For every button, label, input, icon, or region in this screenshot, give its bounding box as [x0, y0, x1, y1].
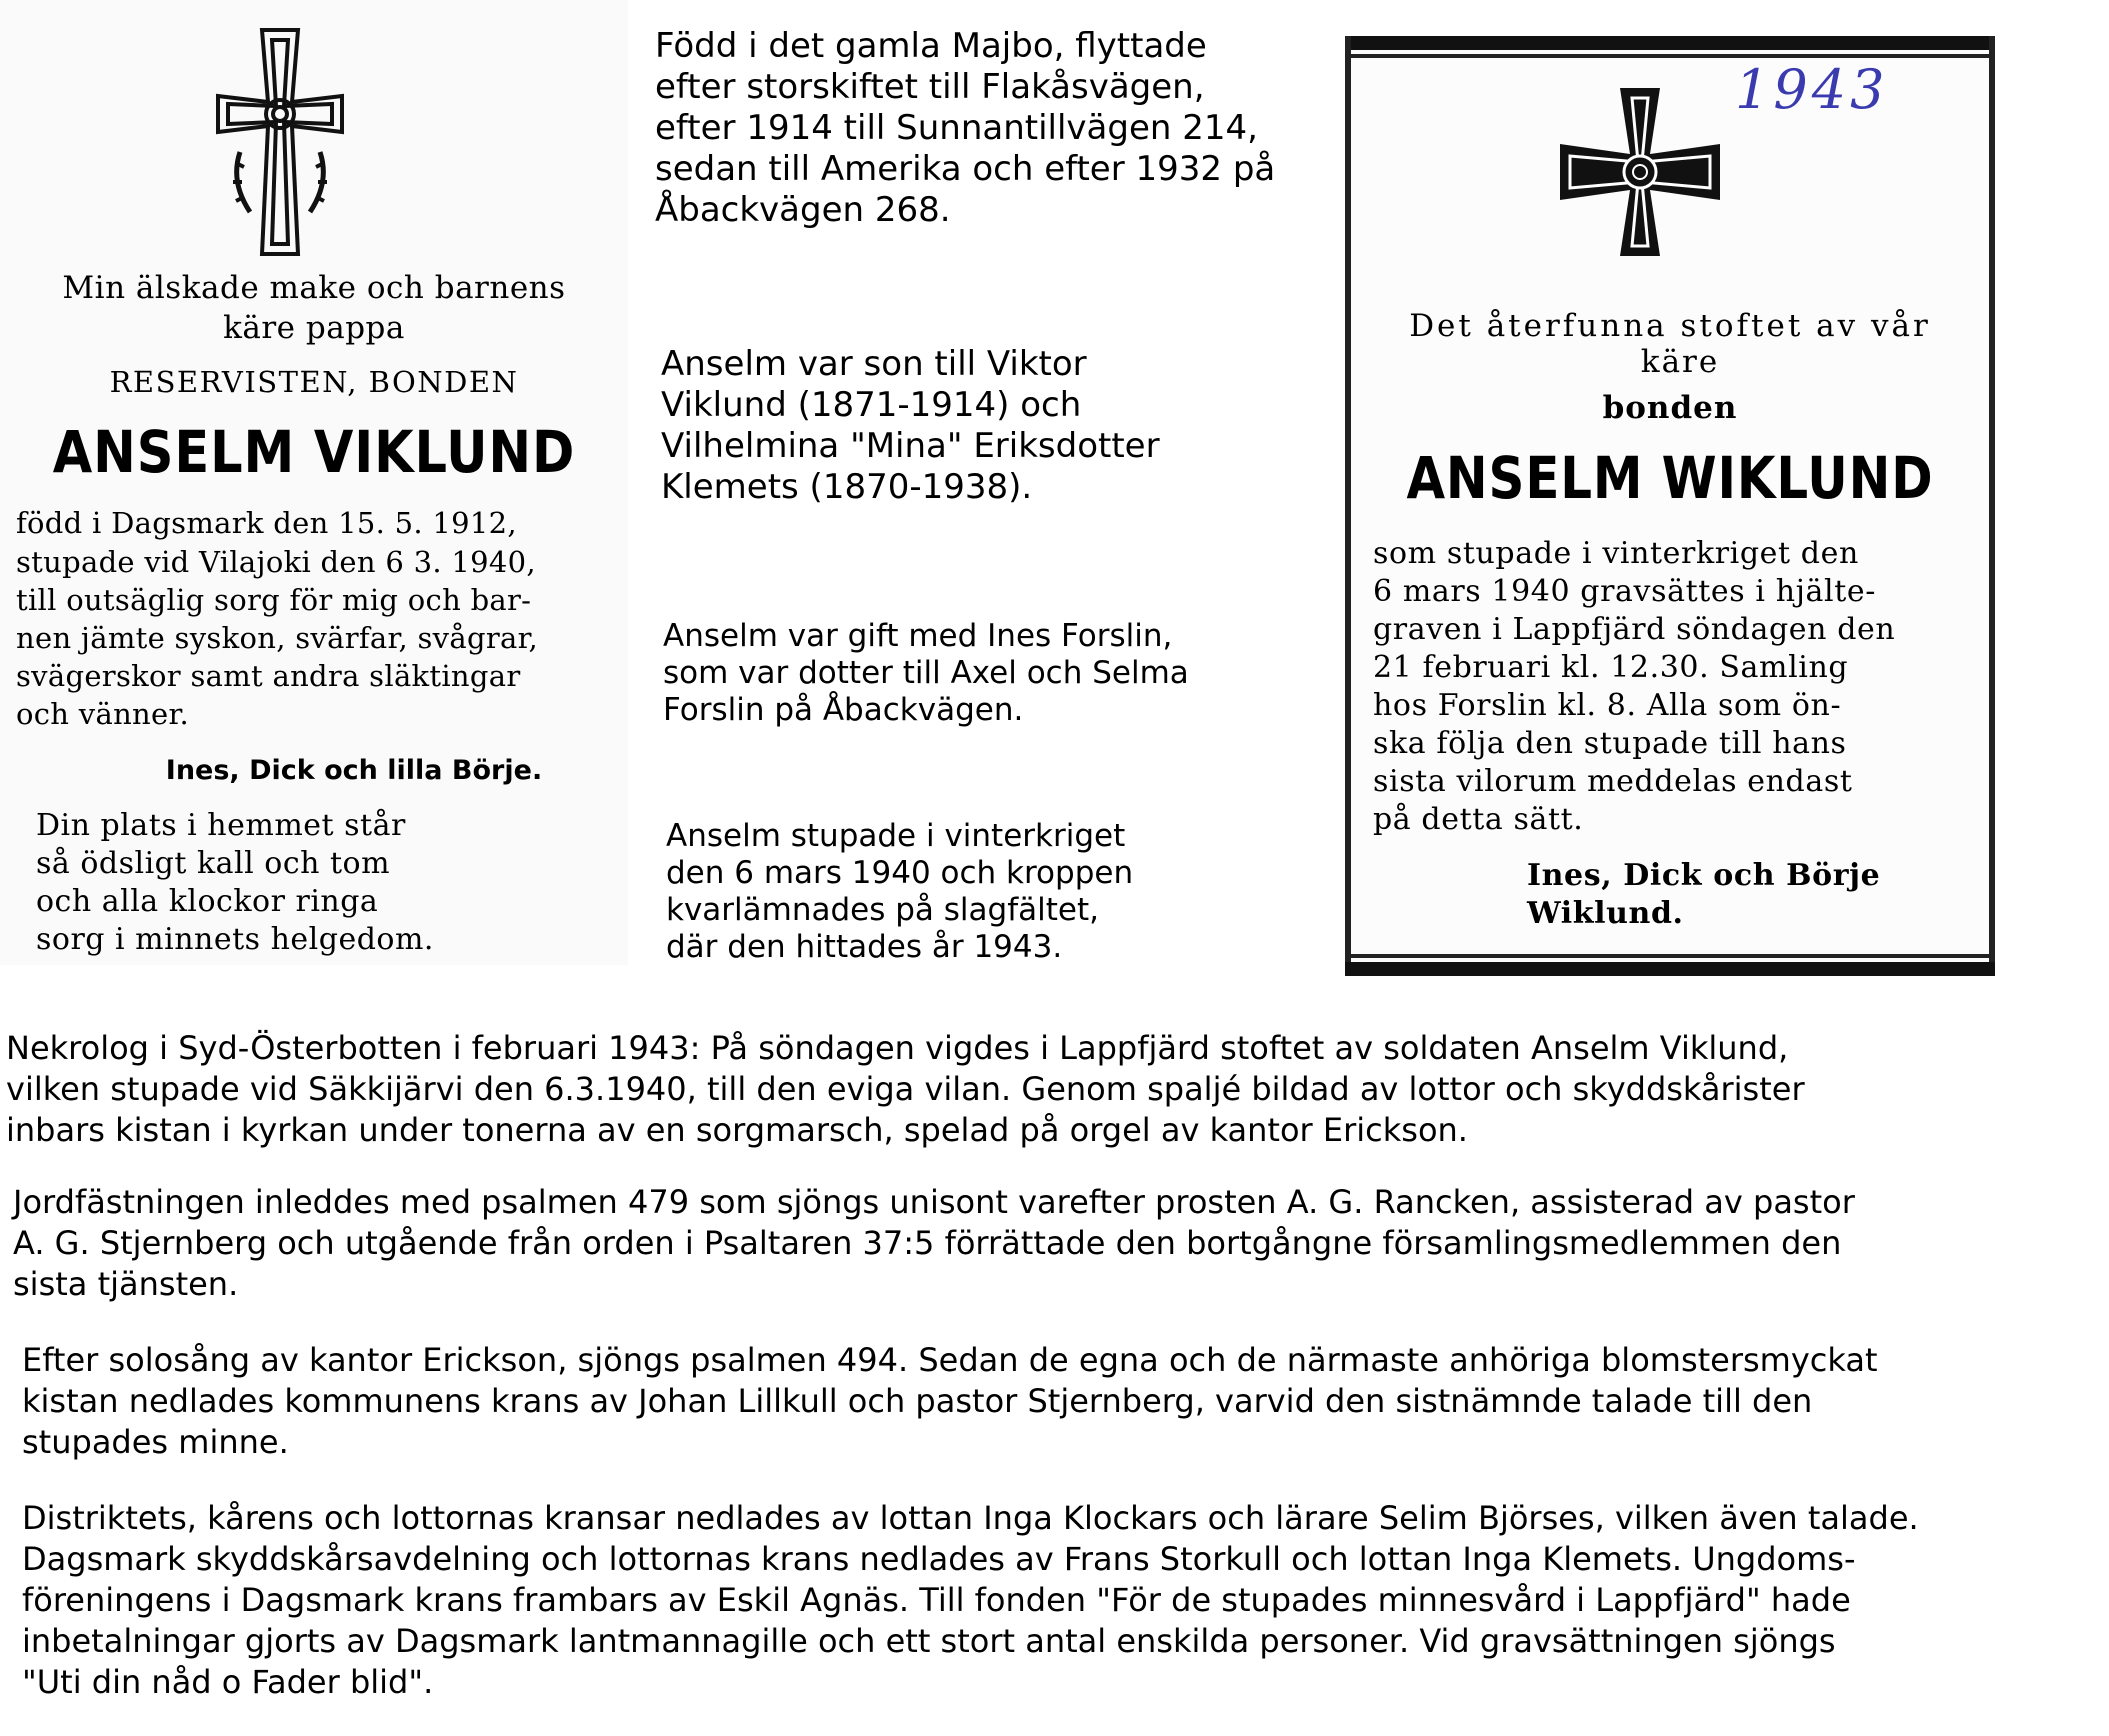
note-line: Åbackvägen 268. [655, 190, 951, 230]
clipping-dedication: Min älskade make och barnens [62, 270, 566, 306]
note-residence [655, 26, 1275, 231]
clipping-title: RESERVISTEN, BONDEN [109, 365, 519, 399]
obituary-line: stupades minne. [22, 1423, 289, 1461]
clipping-border [1989, 36, 1995, 976]
left-newspaper-clipping [0, 0, 628, 965]
note-line: Född i det gamla Majbo, flyttade [655, 26, 1207, 66]
obituary-line: "Uti din nåd o Fader blid". [22, 1663, 434, 1701]
clipping-body-line: 6 mars 1940 gravsättes i hjälte- [1373, 574, 1876, 609]
clipping-verse-line: så ödsligt kall och tom [36, 846, 391, 881]
clipping-body-line: hos Forslin kl. 8. Alla som ön- [1373, 688, 1842, 723]
obituary-line: Efter solosång av kantor Erickson, sjöngs psalmen 494. Sedan de egna och de närmaste anhöriga blomstersmyckat [22, 1341, 1878, 1379]
clipping-body-line: som stupade i vinterkriget den [1373, 536, 1859, 571]
freedom-cross-icon [1550, 82, 1730, 262]
clipping-border [1345, 36, 1995, 50]
obituary-line: kistan nedlades kommunens krans av Johan Lillkull och pastor Stjernberg, varvid den sistnämnde talade till den [22, 1382, 1813, 1420]
clipping-body-line: 21 februari kl. 12.30. Samling [1373, 650, 1849, 685]
obituary-line: inbetalningar gjorts av Dagsmark lantmannagille och ett stort antal enskilda personer. Vid gravsättningen sjöngs [22, 1622, 1836, 1660]
obituary-paragraph [6, 1028, 1805, 1151]
freedom-cross-icon [210, 22, 350, 262]
clipping-body-line: graven i Lappfjärd söndagen den [1373, 612, 1896, 647]
clipping-body-line: ska följa den stupade till hans [1373, 726, 1847, 761]
note-marriage [663, 618, 1189, 729]
clipping-dedication: käre pappa [223, 310, 405, 346]
note-line: Anselm stupade i vinterkriget [666, 818, 1126, 854]
obituary-line: sista tjänsten. [13, 1265, 239, 1303]
obituary-line: Dagsmark skyddskårsavdelning och lottornas krans nedlades av Frans Storkull och lottan Inga Klemets. Ungdoms- [22, 1540, 1856, 1578]
obituary-line: Distriktets, kårens och lottornas kransar nedlades av lottan Inga Klockars och lärare Selim Björses, vilken även talade. [22, 1499, 1919, 1537]
clipping-border [1345, 54, 1995, 58]
obituary-line: inbars kistan i kyrkan under tonerna av en sorgmarsch, spelad på orgel av kantor Erickson. [6, 1111, 1468, 1149]
clipping-body-line: sista vilorum meddelas endast [1373, 764, 1853, 799]
clipping-heading: Det återfunna stoftet av vår [1409, 308, 1931, 344]
clipping-body-line: och vänner. [16, 697, 189, 731]
note-line: den 6 mars 1940 och kroppen [666, 855, 1134, 891]
note-line: efter storskiftet till Flakåsvägen, [655, 67, 1205, 107]
clipping-body-line: svägerskor samt andra släktingar [16, 659, 521, 693]
clipping-border [1345, 954, 1995, 958]
obituary-paragraph [22, 1498, 1919, 1703]
clipping-body-line: född i Dagsmark den 15. 5. 1912, [16, 506, 517, 540]
clipping-signature: Ines, Dick och lilla Börje. [165, 755, 543, 786]
obituary-line: Jordfästningen inleddes med psalmen 479 som sjöngs unisont varefter prosten A. G. Rancken, assisterad av pastor [13, 1183, 1855, 1221]
note-line: Anselm var gift med Ines Forslin, [663, 618, 1173, 654]
obituary-paragraph [22, 1340, 1878, 1463]
clipping-verse-line: Din plats i hemmet står [36, 808, 406, 843]
note-line: Klemets (1870-1938). [661, 467, 1033, 507]
obituary-line: Nekrolog i Syd-Österbotten i februari 1943: På söndagen vigdes i Lappfjärd stoftet av soldaten Anselm Viklund, [6, 1029, 1789, 1067]
note-parents [661, 344, 1160, 508]
obituary-line: föreningens i Dagsmark krans frambars av Eskil Agnäs. Till fonden "För de stupades minnesvård i Lappfjärd" hade [22, 1581, 1851, 1619]
obituary-paragraph [13, 1182, 1855, 1305]
note-line: Forslin på Åbackvägen. [663, 692, 1024, 728]
clipping-body-line: stupade vid Vilajoki den 6 3. 1940, [16, 545, 536, 579]
clipping-border [1345, 36, 1351, 976]
note-death [666, 818, 1133, 966]
clipping-signature: Ines, Dick och Börje [1527, 858, 1881, 893]
clipping-title: bonden [1602, 390, 1738, 426]
clipping-verse-line: och alla klockor ringa [36, 884, 379, 919]
clipping-heading: käre [1640, 344, 1720, 380]
clipping-signature: Wiklund. [1527, 896, 1684, 931]
note-line: där den hittades år 1943. [666, 929, 1063, 965]
clipping-border [1345, 962, 1995, 976]
clipping-body-line: på detta sätt. [1373, 802, 1584, 837]
obituary-line: A. G. Stjernberg och utgående från orden i Psaltaren 37:5 förrättade den bortgångne församlingsmedlemmen den [13, 1224, 1842, 1262]
note-line: Vilhelmina "Mina" Eriksdotter [661, 426, 1160, 466]
clipping-name: ANSELM WIKLUND [1406, 444, 1934, 512]
right-newspaper-clipping [1345, 36, 1995, 976]
note-line: sedan till Amerika och efter 1932 på [655, 149, 1276, 189]
clipping-body-line: till outsäglig sorg för mig och bar- [16, 583, 532, 617]
note-line: Viklund (1871-1914) och [661, 385, 1082, 425]
clipping-body-line: nen jämte syskon, svärfar, svågrar, [16, 621, 539, 655]
note-line: Anselm var son till Viktor [661, 344, 1087, 384]
note-line: kvarlämnades på slagfältet, [666, 892, 1099, 928]
note-line: som var dotter till Axel och Selma [663, 655, 1189, 691]
clipping-verse-line: sorg i minnets helgedom. [36, 922, 434, 957]
obituary-line: vilken stupade vid Säkkijärvi den 6.3.1940, till den eviga vilan. Genom spaljé bildad av lottor och skyddskårister [6, 1070, 1805, 1108]
clipping-name: ANSELM VIKLUND [52, 418, 576, 486]
note-line: efter 1914 till Sunnantillvägen 214, [655, 108, 1258, 148]
handwritten-year: 1943 [1735, 58, 1889, 121]
